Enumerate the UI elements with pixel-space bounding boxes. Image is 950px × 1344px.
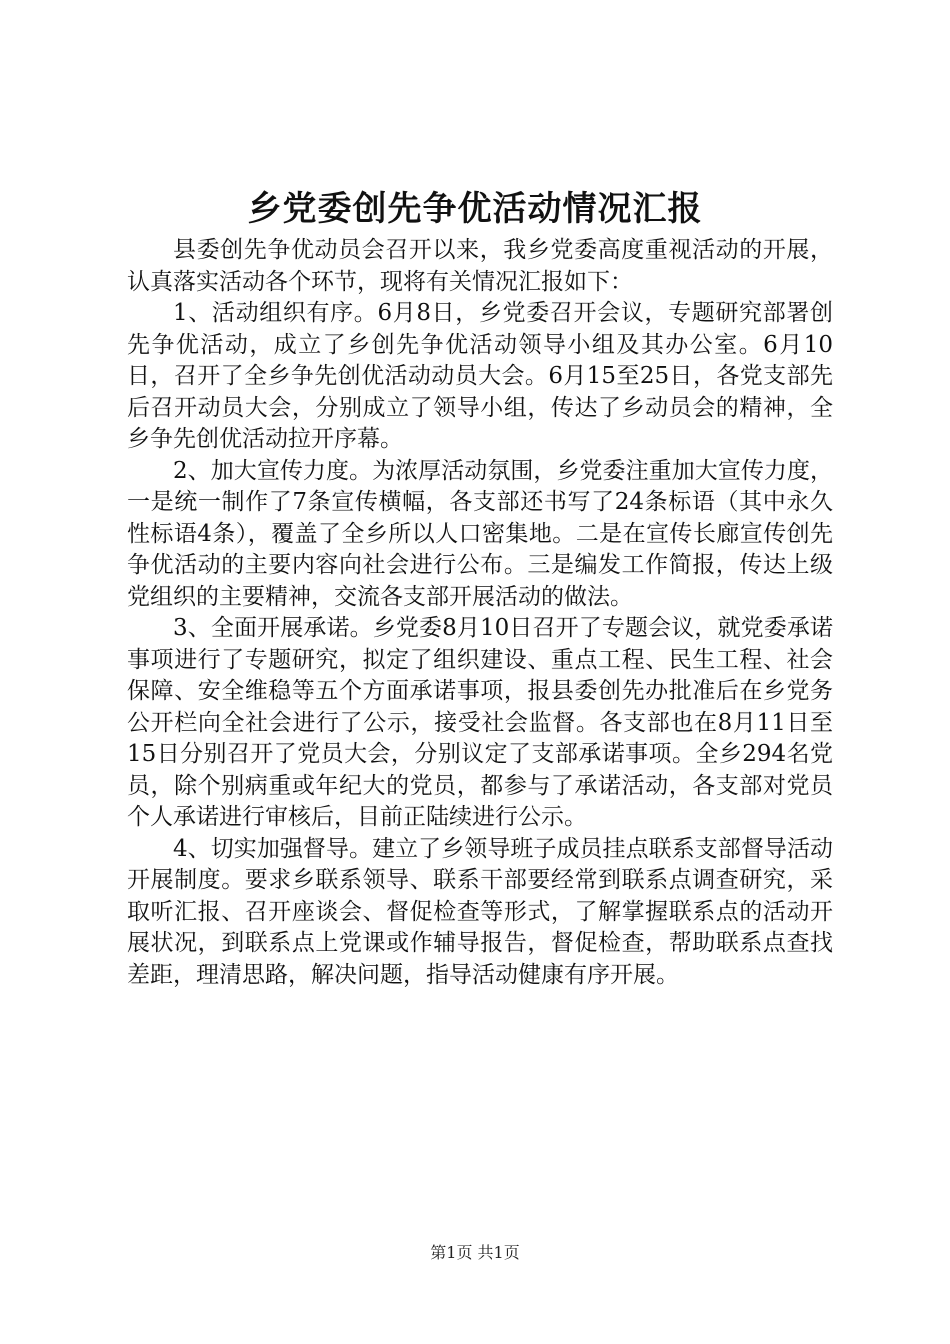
section-4-paragraph: 4、切实加强督导。建立了乡领导班子成员挂点联系支部督导活动开展制度。要求乡联系领导、联系干部要经常到联系点调查研究，采取听汇报、召开座谈会、督促检查等形式，了解掌握联系点的活动开展状况，到联系点上党课或作辅导报告，督促检查，帮助联系点查找差距，理清思路，解决问题，指导活动健康有序开展。	[127, 835, 833, 988]
section-2-paragraph: 2、加大宣传力度。为浓厚活动氛围，乡党委注重加大宣传力度，一是统一制作了7条宣传横幅，各支部还书写了24条标语（其中永久性标语4条），覆盖了全乡所以人口密集地。二是在宣传长廊宣传创先争优活动的主要内容向社会进行公布。三是编发工作简报，传达上级党组织的主要精神，交流各支部开展活动的做法。	[127, 457, 833, 610]
section-3-paragraph: 3、全面开展承诺。乡党委8月10日召开了专题会议，就党委承诺事项进行了专题研究，拟定了组织建设、重点工程、民生工程、社会保障、安全维稳等五个方面承诺事项，报县委创先办批准后在乡党务公开栏向全社会进行了公示，接受社会监督。各支部也在8月11日至15日分别召开了党员大会，分别议定了支部承诺事项。全乡294名党员，除个别病重或年纪大的党员，都参与了承诺活动，各支部对党员个人承诺进行审核后，目前正陆续进行公示。	[127, 615, 833, 830]
document-body	[127, 235, 833, 991]
document-title: 乡党委创先争优活动情况汇报	[247, 189, 703, 229]
intro-paragraph: 县委创先争优动员会召开以来，我乡党委高度重视活动的开展，认真落实活动各个环节，现将有关情况汇报如下：	[127, 237, 833, 295]
section-1-paragraph: 1、活动组织有序。6月8日，乡党委召开会议，专题研究部署创先争优活动，成立了乡创先争优活动领导小组及其办公室。6月10日，召开了全乡争先创优活动动员大会。6月15至25日，各党支部先后召开动员大会，分别成立了领导小组，传达了乡动员会的精神，全乡争先创优活动拉开序幕。	[127, 300, 833, 452]
page-footer: 第1页 共1页	[430, 1243, 520, 1262]
